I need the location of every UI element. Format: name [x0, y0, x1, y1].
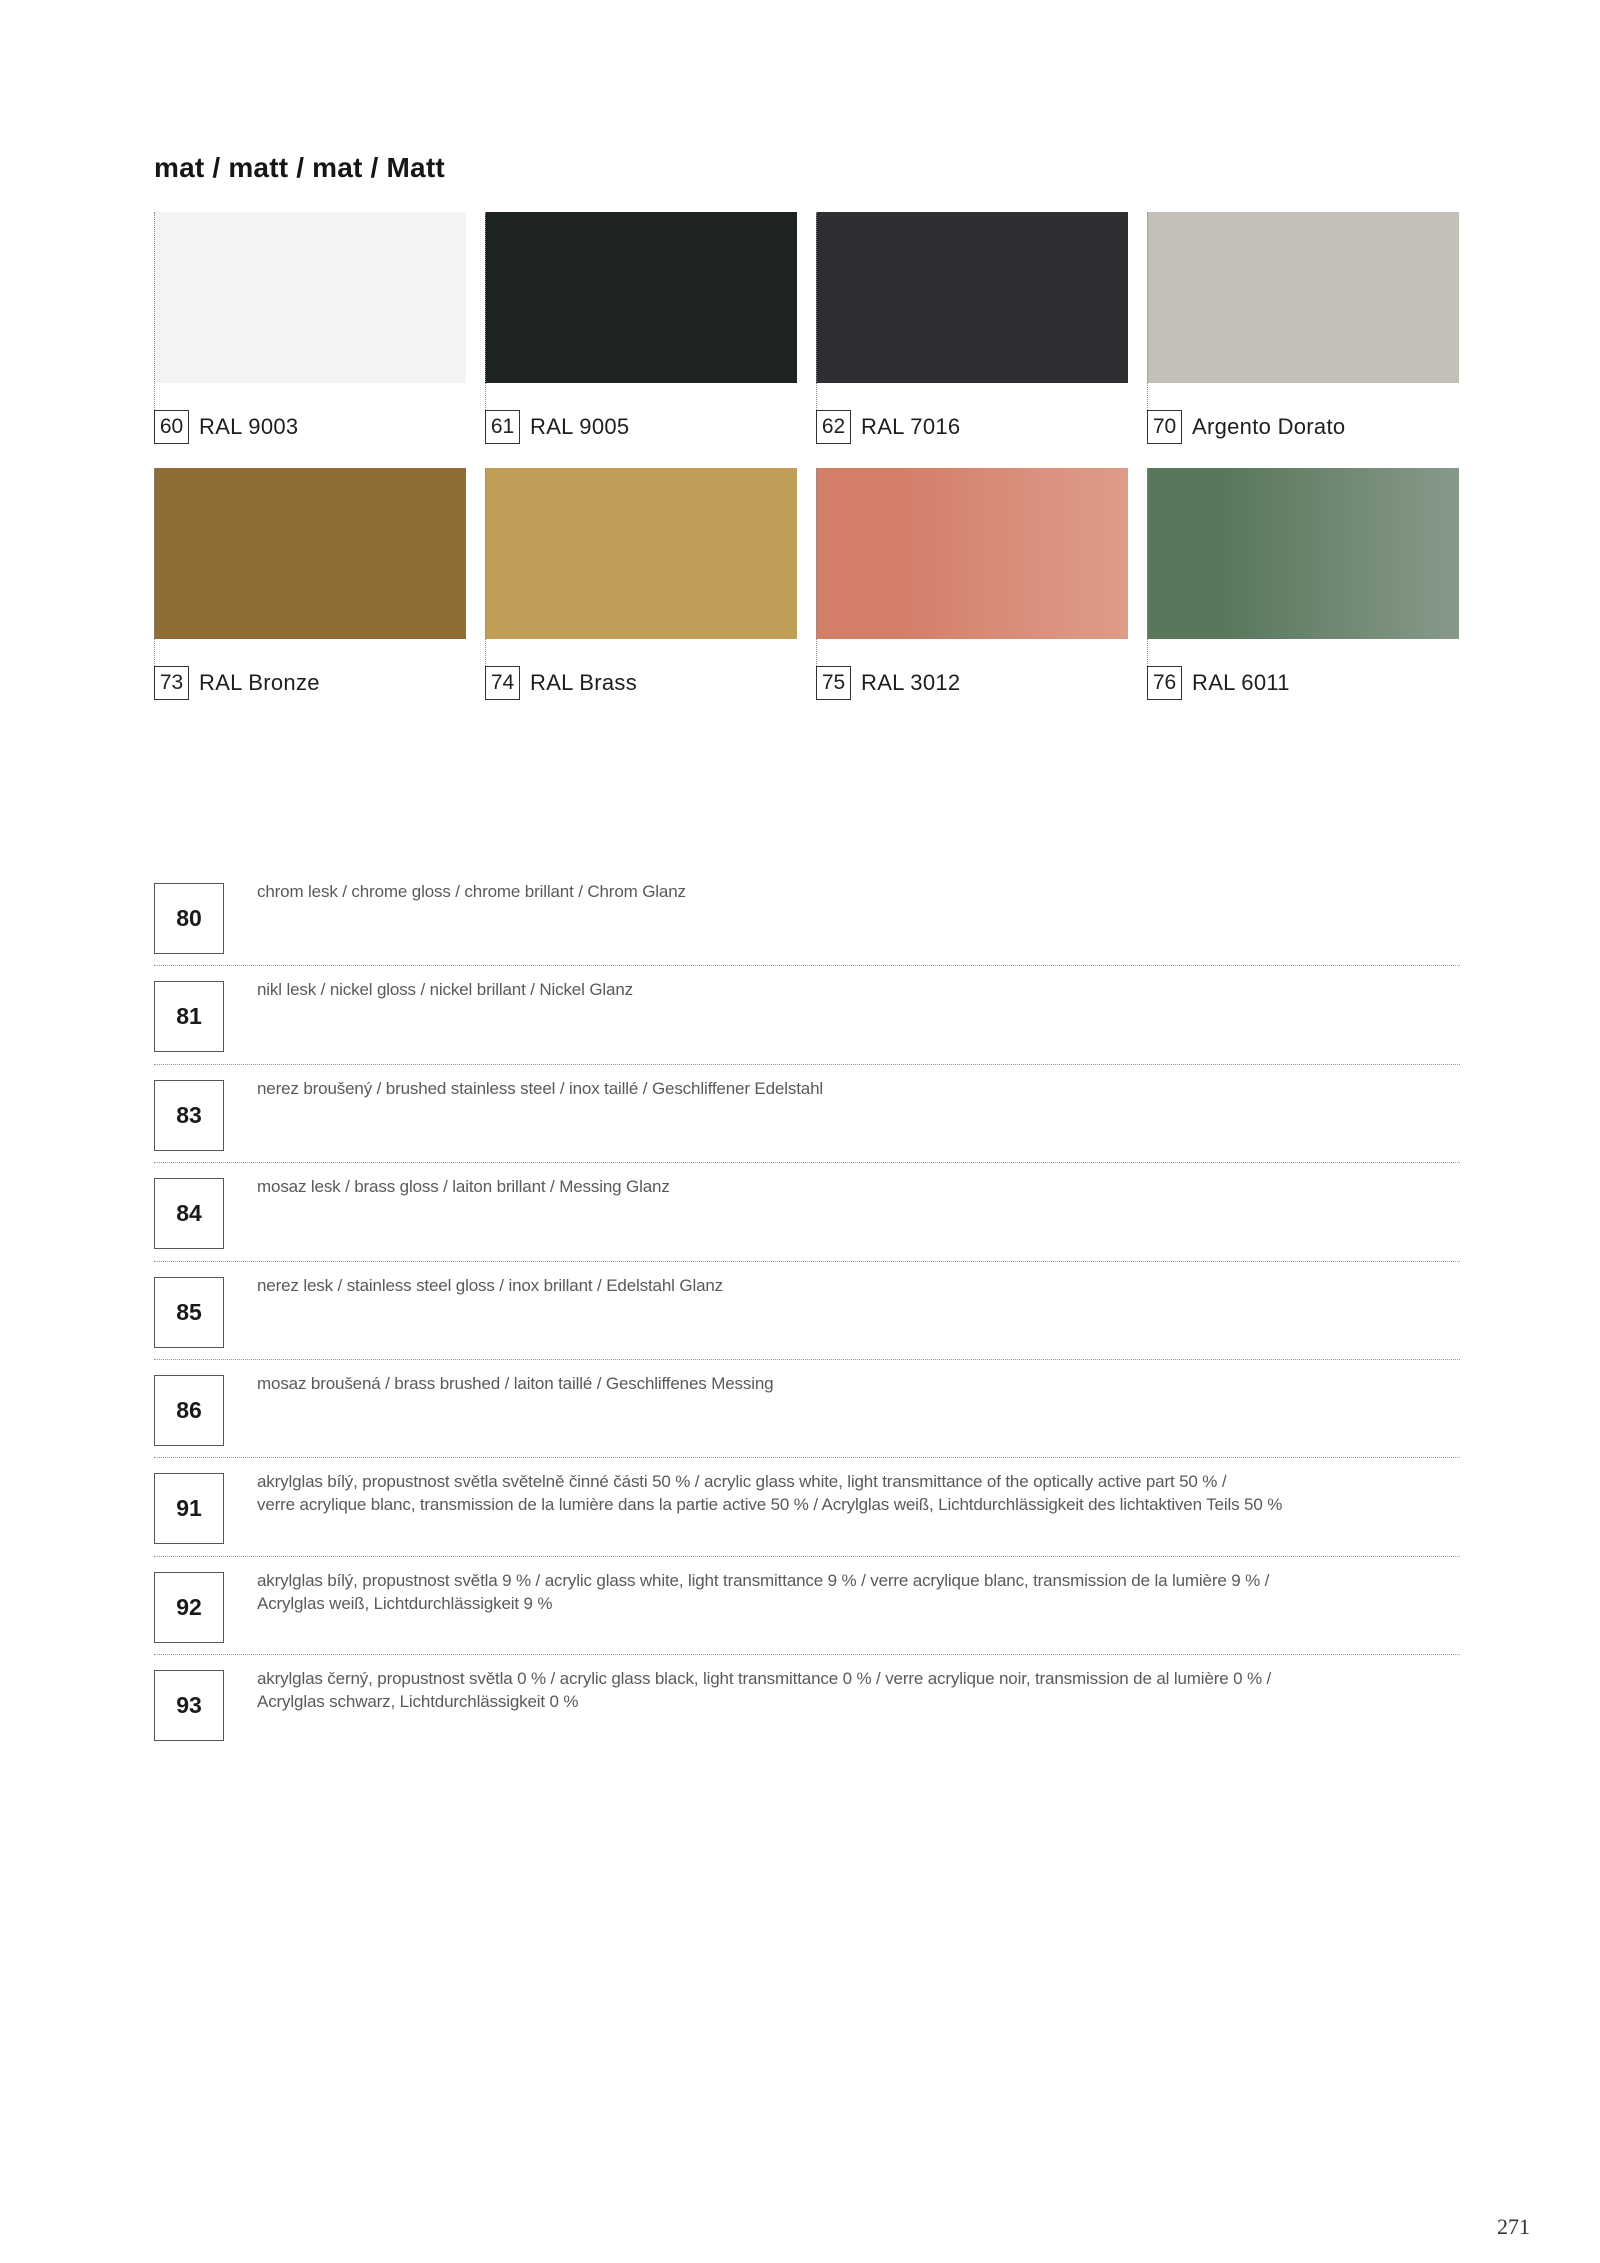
finish-description: [257, 880, 686, 903]
description-line: nerez lesk / stainless steel gloss / inox brillant / Edelstahl Glanz: [257, 1275, 724, 1295]
color-swatch: [485, 468, 797, 639]
section-heading: mat / matt / mat / Matt: [154, 152, 445, 183]
swatch-card-74: [485, 468, 797, 724]
color-swatch: [154, 468, 466, 639]
description-line: akrylglas černý, propustnost světla 0 % / acrylic glass black, light transmittance 0 % / verre acrylique noir, transmission de al lumière 0 % /: [257, 1669, 1272, 1689]
finish-code-box: 84: [154, 1178, 224, 1249]
swatch-label: [816, 666, 960, 700]
color-swatch: [816, 212, 1128, 383]
finish-row-85: [154, 1262, 1460, 1360]
swatch-label: [485, 410, 629, 444]
swatch-label: [816, 410, 960, 444]
finish-code-box: 74: [485, 666, 520, 700]
dotted-guide-line: [816, 468, 817, 666]
finish-name: RAL 7016: [861, 414, 961, 439]
dotted-guide-line: [485, 212, 486, 410]
finish-code-box: 76: [1147, 666, 1182, 700]
swatch-card-60: [154, 212, 466, 468]
finish-row-93: [154, 1655, 1460, 1753]
finish-code-box: 75: [816, 666, 851, 700]
finish-description: [257, 1274, 723, 1297]
finish-name: Argento Dorato: [1192, 414, 1346, 439]
finish-code-box: 86: [154, 1375, 224, 1446]
description-line: akrylglas bílý, propustnost světla světelně činné části 50 % / acrylic glass white, light transmittance of the optically active part 50 % /: [257, 1472, 1227, 1492]
description-line: nikl lesk / nickel gloss / nickel brillant / Nickel Glanz: [257, 980, 633, 1000]
swatch-card-76: [1147, 468, 1459, 724]
finish-description: [257, 1667, 1271, 1713]
description-line: Acrylglas schwarz, Lichtdurchlässigkeit 0 %: [257, 1692, 579, 1712]
finish-row-91: [154, 1458, 1460, 1556]
finish-code-box: 85: [154, 1277, 224, 1348]
finish-code-box: 83: [154, 1080, 224, 1151]
finish-description: [257, 1372, 773, 1395]
dotted-guide-line: [154, 212, 155, 410]
finish-code-box: 80: [154, 883, 224, 954]
finish-name: RAL 9005: [530, 414, 630, 439]
finish-row-84: [154, 1163, 1460, 1261]
finish-code-box: 70: [1147, 410, 1182, 444]
matt-color-swatch-grid: [154, 212, 1459, 724]
finish-name: RAL Bronze: [199, 670, 320, 695]
swatch-card-61: [485, 212, 797, 468]
color-swatch: [816, 468, 1128, 639]
swatch-label: [154, 410, 298, 444]
finish-code-box: 73: [154, 666, 189, 700]
finish-code-box: 60: [154, 410, 189, 444]
finish-name: RAL 6011: [1192, 670, 1290, 695]
finish-row-83: [154, 1065, 1460, 1163]
dotted-guide-line: [154, 468, 155, 666]
finish-name: RAL 9003: [199, 414, 299, 439]
finish-description: [257, 978, 633, 1001]
description-line: akrylglas bílý, propustnost světla 9 % / acrylic glass white, light transmittance 9 % / verre acrylique blanc, transmission de la lumière 9 % /: [257, 1570, 1270, 1590]
dotted-guide-line: [816, 212, 817, 410]
swatch-label: [1147, 410, 1345, 444]
finish-name: RAL 3012: [861, 670, 961, 695]
swatch-card-62: [816, 212, 1128, 468]
swatch-card-75: [816, 468, 1128, 724]
finish-code-box: 93: [154, 1670, 224, 1741]
description-line: chrom lesk / chrome gloss / chrome brillant / Chrom Glanz: [257, 882, 686, 901]
finish-name: RAL Brass: [530, 670, 638, 695]
dotted-guide-line: [1147, 468, 1148, 666]
swatch-label: [1147, 666, 1290, 700]
color-swatch: [1147, 212, 1459, 383]
dotted-guide-line: [1147, 212, 1148, 410]
description-line: verre acrylique blanc, transmission de la lumière dans la partie active 50 % / Acrylglas weiß, Lichtdurchlässigkeit des lichtaktiven Teils 50 %: [257, 1495, 1283, 1515]
finish-description: [257, 1569, 1269, 1615]
finish-code-box: 91: [154, 1473, 224, 1544]
finish-row-86: [154, 1360, 1460, 1458]
finish-description: [257, 1077, 823, 1100]
swatch-card-70: [1147, 212, 1459, 468]
color-swatch: [485, 212, 797, 383]
finish-code-box: 92: [154, 1572, 224, 1643]
page-number: 271: [1497, 2214, 1530, 2239]
finish-code-box: 62: [816, 410, 851, 444]
description-line: mosaz broušená / brass brushed / laiton taillé / Geschliffenes Messing: [257, 1373, 774, 1393]
description-line: Acrylglas weiß, Lichtdurchlässigkeit 9 %: [257, 1593, 553, 1613]
finish-row-92: [154, 1557, 1460, 1655]
color-swatch: [154, 212, 466, 383]
finish-row-80: [154, 868, 1460, 966]
finish-description: [257, 1470, 1282, 1516]
swatch-label: [485, 666, 637, 700]
dotted-guide-line: [485, 468, 486, 666]
swatch-label: [154, 666, 320, 700]
description-line: mosaz lesk / brass gloss / laiton brillant / Messing Glanz: [257, 1177, 670, 1197]
finish-code-box: 81: [154, 981, 224, 1052]
finish-list: [154, 868, 1460, 1754]
description-line: nerez broušený / brushed stainless steel / inox taillé / Geschliffener Edelstahl: [257, 1078, 824, 1098]
swatch-card-73: [154, 468, 466, 724]
finish-row-81: [154, 966, 1460, 1064]
finish-code-box: 61: [485, 410, 520, 444]
color-swatch: [1147, 468, 1459, 639]
finish-description: [257, 1175, 670, 1198]
